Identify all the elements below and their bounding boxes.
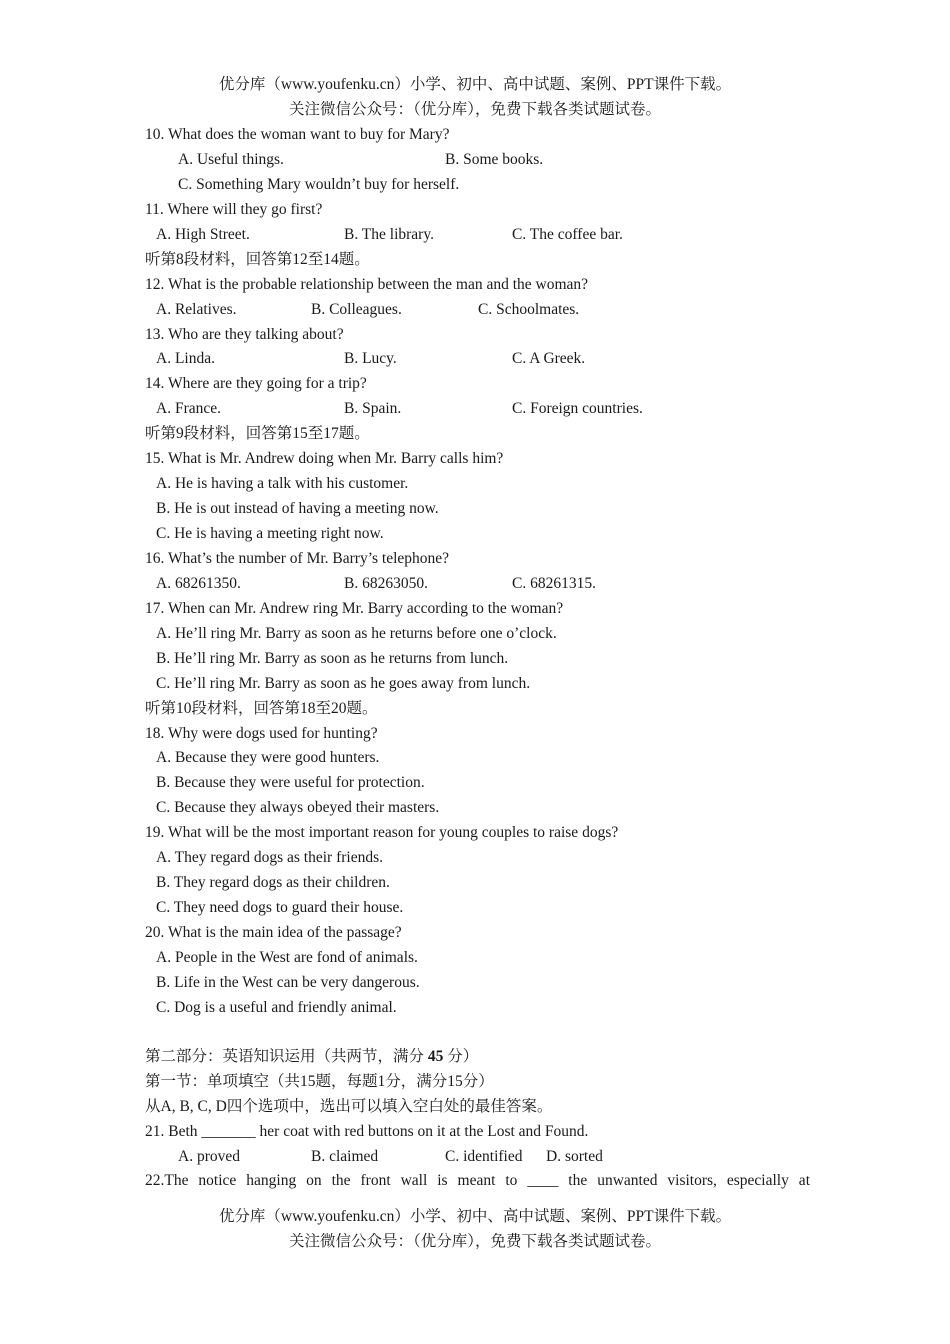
question-20-option-b	[145, 971, 810, 996]
question-18-option-c	[145, 796, 810, 821]
question-10-options	[145, 148, 810, 173]
option-a: A. Relatives.	[156, 300, 237, 318]
question-10: 10. What does the woman want to buy for Mary?	[145, 126, 450, 143]
option-b: B. Some books.	[445, 150, 544, 168]
question-19-option-a	[145, 846, 810, 871]
page-footer	[0, 1204, 950, 1254]
option-a: A. Because they were good hunters.	[156, 749, 380, 767]
section-gap	[145, 1021, 810, 1045]
option-b: B. He is out instead of having a meeting now.	[156, 500, 439, 518]
option-c: C. Foreign countries.	[512, 400, 643, 418]
segment-9-instruction: 听第9段材料，回答第15至17题。	[145, 425, 370, 443]
question-15-option-a	[145, 472, 810, 497]
option-c: C. He’ll ring Mr. Barry as soon as he goes away from lunch.	[156, 674, 531, 692]
option-a: A. proved	[178, 1147, 240, 1165]
question-17-option-c	[145, 672, 810, 697]
option-c: C. They need dogs to guard their house.	[156, 899, 404, 917]
question-15: 15. What is Mr. Andrew doing when Mr. Barry calls him?	[145, 450, 504, 468]
part-2-heading	[145, 1045, 810, 1070]
option-c: C. A Greek.	[512, 350, 586, 368]
option-c: C. The coffee bar.	[512, 225, 623, 243]
part-2-suffix: 分）	[443, 1047, 479, 1065]
part-2-prefix: 第二部分：英语知识运用（共两节，满分	[145, 1047, 428, 1065]
question-15-option-b	[145, 497, 810, 522]
option-a: A. Useful things.	[178, 150, 284, 168]
question-14: 14. Where are they going for a trip?	[145, 375, 367, 393]
option-c: C. Something Mary wouldn’t buy for herself.	[178, 175, 460, 193]
option-b: B. He’ll ring Mr. Barry as soon as he returns from lunch.	[156, 649, 509, 667]
question-18: 18. Why were dogs used for hunting?	[145, 724, 378, 742]
option-d: D. sorted	[546, 1147, 603, 1165]
option-c: C. identified	[445, 1147, 523, 1165]
question-11-options	[145, 223, 810, 248]
option-a: A. Linda.	[156, 350, 215, 368]
option-b: B. Colleagues.	[311, 300, 402, 318]
option-c: C. Because they always obeyed their masters.	[156, 799, 440, 817]
question-16-options	[145, 572, 810, 597]
section-1-heading: 第一节：单项填空（共15题，每题1分，满分15分）	[145, 1072, 494, 1090]
question-16: 16. What’s the number of Mr. Barry’s telephone?	[145, 549, 450, 567]
option-b: B. claimed	[311, 1147, 379, 1165]
question-12: 12. What is the probable relationship between the man and the woman?	[145, 275, 589, 293]
option-a: A. France.	[156, 400, 221, 418]
question-15-option-c	[145, 522, 810, 547]
segment-10-instruction: 听第10段材料，回答第18至20题。	[145, 699, 378, 717]
question-17: 17. When can Mr. Andrew ring Mr. Barry according to the woman?	[145, 599, 564, 617]
question-12-options	[145, 298, 810, 323]
header-line-1: 优分库（www.youfenku.cn）小学、初中、高中试题、案例、PPT课件下载。	[218, 76, 732, 93]
option-b: B. Spain.	[344, 400, 402, 418]
question-10-option-c-row	[145, 173, 810, 198]
question-18-option-a	[145, 746, 810, 771]
option-b: B. 68263050.	[344, 574, 428, 592]
header-line-2: 关注微信公众号：（优分库），免费下载各类试题试卷。	[288, 101, 661, 118]
option-c: C. Schoolmates.	[478, 300, 580, 318]
option-c: C. He is having a meeting right now.	[156, 525, 384, 542]
question-20-option-a	[145, 946, 810, 971]
option-b: B. Lucy.	[344, 350, 397, 368]
question-17-option-b	[145, 647, 810, 672]
part-2-score: 45	[427, 1047, 444, 1065]
question-19-option-b	[145, 871, 810, 896]
footer-line-2: 关注微信公众号：（优分库），免费下载各类试题试卷。	[288, 1233, 661, 1250]
option-a: A. 68261350.	[156, 574, 241, 592]
option-a: A. He’ll ring Mr. Barry as soon as he returns before one o’clock.	[156, 624, 557, 642]
exam-content	[145, 123, 810, 1194]
option-a: A. They regard dogs as their friends.	[156, 849, 383, 867]
question-17-option-a	[145, 622, 810, 647]
option-b: B. The library.	[344, 225, 434, 243]
section-1-instruction: 从A, B, C, D四个选项中，选出可以填入空白处的最佳答案。	[145, 1097, 553, 1115]
footer-line-1: 优分库（www.youfenku.cn）小学、初中、高中试题、案例、PPT课件下载。	[218, 1208, 732, 1225]
question-21-options	[145, 1145, 810, 1170]
question-13: 13. Who are they talking about?	[145, 325, 344, 343]
question-19: 19. What will be the most important reason for young couples to raise dogs?	[145, 824, 619, 842]
option-a: A. High Street.	[156, 225, 250, 243]
question-13-options	[145, 347, 810, 372]
option-b: B. They regard dogs as their children.	[156, 874, 390, 892]
question-22: 22.The notice hanging on the front wall is meant to ____ the unwanted visitors, especially at	[145, 1172, 810, 1190]
segment-8-instruction: 听第8段材料，回答第12至14题。	[145, 250, 370, 268]
question-20: 20. What is the main idea of the passage?	[145, 924, 402, 941]
question-21: 21. Beth _______ her coat with red buttons on it at the Lost and Found.	[145, 1122, 589, 1140]
question-20-option-c	[145, 996, 810, 1021]
option-c: C. Dog is a useful and friendly animal.	[156, 998, 397, 1016]
page-header	[0, 72, 950, 122]
option-b: B. Life in the West can be very dangerous.	[156, 973, 420, 991]
option-a: A. People in the West are fond of animals.	[156, 948, 418, 966]
option-b: B. Because they were useful for protection.	[156, 774, 425, 792]
question-18-option-b	[145, 771, 810, 796]
option-c: C. 68261315.	[512, 574, 596, 592]
question-11: 11. Where will they go first?	[145, 200, 323, 218]
option-a: A. He is having a talk with his customer.	[156, 475, 409, 493]
question-14-options	[145, 397, 810, 422]
question-19-option-c	[145, 896, 810, 921]
